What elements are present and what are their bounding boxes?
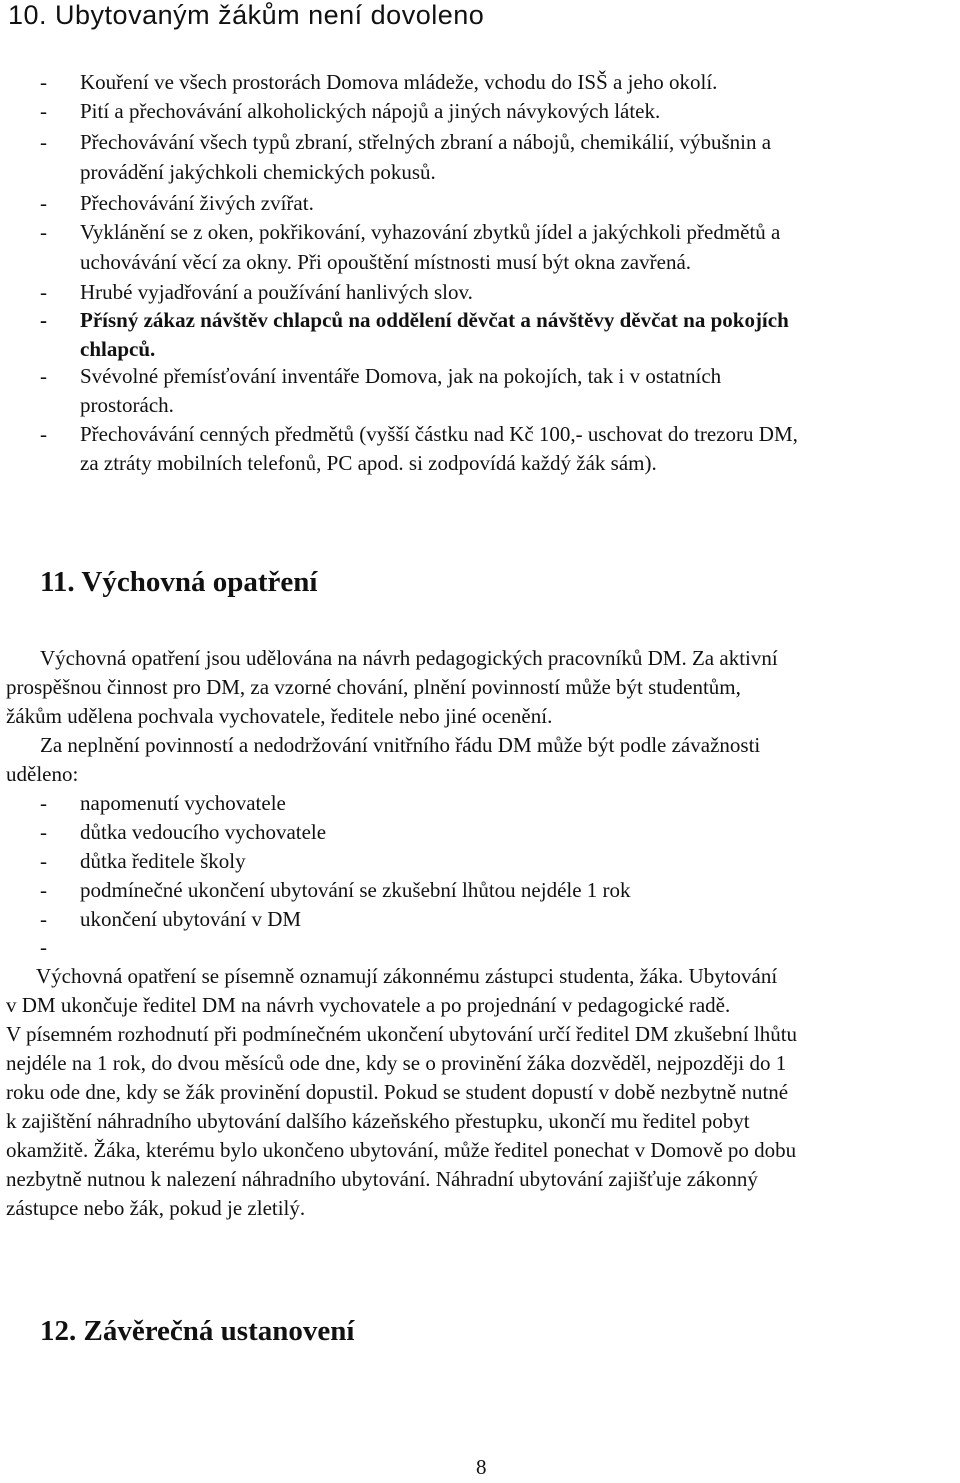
list-dash: - (40, 99, 47, 123)
text-line: k zajištění náhradního ubytování dalšího kázeňského přestupku, ukončí mu ředitel pobyt (6, 1109, 750, 1133)
text-line: nejdéle na 1 rok, do dvou měsíců ode dne, kdy se o provinění žáka dozvěděl, nejpozději do 1 (6, 1051, 787, 1075)
text-line: Výchovná opatření se písemně oznamují zákonnému zástupci studenta, žáka. Ubytování (36, 964, 778, 988)
list-dash: - (40, 220, 47, 244)
list-item: - ukončení ubytování v DM (40, 905, 47, 934)
list-item-text: důtka vedoucího vychovatele (80, 820, 327, 844)
text-line: zástupce nebo žák, pokud je zletilý. (6, 1196, 306, 1220)
section-11-heading: 11. Výchovná opatření (40, 566, 318, 598)
list-item-text: Přechovávání živých zvířat. (80, 191, 314, 215)
list-item-text-cont: chlapců. (80, 337, 156, 361)
list-dash: - (40, 308, 47, 332)
list-item-text: Pití a přechovávání alkoholických nápojů a jiných návykových látek. (80, 99, 661, 123)
page-number: 8 (476, 1455, 487, 1479)
list-item: - (40, 935, 47, 959)
list-dash: - (40, 280, 47, 304)
text-line: nezbytně nutnou k nalezení náhradního ubytování. Náhradní ubytování zajišťuje zákonný (6, 1167, 758, 1191)
list-item: - důtka ředitele školy (40, 847, 47, 876)
list-dash: - (40, 422, 47, 446)
list-item-text-cont: prostorách. (80, 393, 174, 417)
list-item-text: důtka ředitele školy (80, 849, 246, 873)
list-item-text: Svévolné přemísťování inventáře Domova, jak na pokojích, tak i v ostatních (80, 364, 722, 388)
list-item-text: Přechovávání všech typů zbraní, střelných zbraní a nábojů, chemikálií, výbušnin a (80, 130, 772, 154)
list-dash: - (40, 130, 47, 154)
text-line: okamžitě. Žáka, kterému bylo ukončeno ubytování, může ředitel ponechat v Domově po dobu (6, 1138, 797, 1162)
list-item: - podmínečné ukončení ubytování se zkušební lhůtou nejdéle 1 rok (40, 876, 47, 905)
list-item-text: Kouření ve všech prostorách Domova mládeže, vchodu do ISŠ a jeho okolí. (80, 70, 718, 94)
list-dash: - (40, 191, 47, 215)
text-line: v DM ukončuje ředitel DM na návrh vychovatele a po projednání v pedagogické radě. (6, 993, 731, 1017)
list-dash: - (40, 70, 47, 94)
list-item-text-cont: za ztráty mobilních telefonů, PC apod. si zodpovídá každý žák sám). (80, 451, 657, 475)
list-dash: - (40, 364, 47, 388)
text-line: V písemném rozhodnutí při podmínečném ukončení ubytování určí ředitel DM zkušební lhůtu (6, 1022, 798, 1046)
text-line: uděleno: (6, 762, 79, 786)
list-item-text: napomenutí vychovatele (80, 791, 286, 815)
text-line: Za neplnění povinností a nedodržování vnitřního řádu DM může být podle závažnosti (40, 733, 761, 757)
text-line: žákům udělena pochvala vychovatele, ředitele nebo jiné ocenění. (6, 704, 553, 728)
list-item-text: Přechovávání cenných předmětů (vyšší částku nad Kč 100,- uschovat do trezoru DM, (80, 422, 798, 446)
text-line: prospěšnou činnost pro DM, za vzorné chování, plnění povinností může být studentům, (6, 675, 741, 699)
section-10-heading: 10. Ubytovaným žákům není dovoleno (8, 0, 485, 30)
list-item: - důtka vedoucího vychovatele (40, 818, 47, 847)
list-item-text: Přísný zákaz návštěv chlapců na oddělení děvčat a návštěvy děvčat na pokojích (80, 308, 789, 332)
list-item: - napomenutí vychovatele (40, 789, 47, 818)
list-item-text-cont: uchovávání věcí za okny. Při opouštění místnosti musí být okna zavřená. (80, 250, 692, 274)
list-item-text-cont: provádění jakýchkoli chemických pokusů. (80, 160, 436, 184)
list-item-text: ukončení ubytování v DM (80, 907, 302, 931)
list-item-text: podmínečné ukončení ubytování se zkušební lhůtou nejdéle 1 rok (80, 878, 631, 902)
list-item-text: Vyklánění se z oken, pokřikování, vyhazování zbytků jídel a jakýchkoli předmětů a (80, 220, 781, 244)
list-item-text: Hrubé vyjadřování a používání hanlivých slov. (80, 280, 473, 304)
text-line: roku ode dne, kdy se žák provinění dopustil. Pokud se student dopustí v době nezbytně nutné (6, 1080, 789, 1104)
section-12-heading: 12. Závěrečná ustanovení (40, 1315, 355, 1347)
text-line: Výchovná opatření jsou udělována na návrh pedagogických pracovníků DM. Za aktivní (40, 646, 778, 670)
